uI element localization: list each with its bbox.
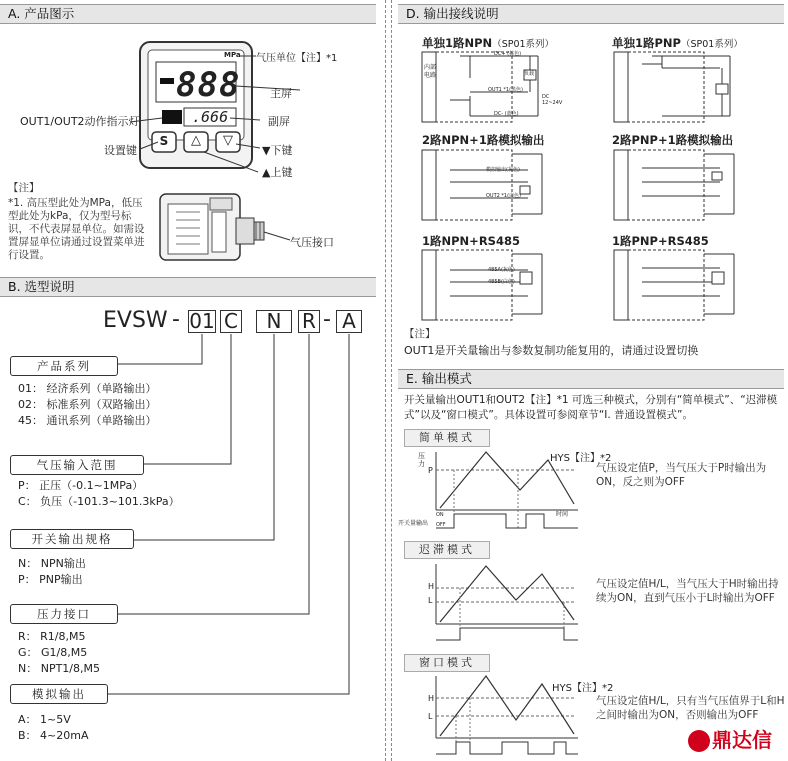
- output-mode-intro: 开关量输出OUT1和OUT2【注】*1 可选三种模式，分别有“简单模式”、“迟滞模式”以及“窗口模式”。具体设置可参阅章节“I. 普通设置模式”。: [404, 394, 778, 421]
- port-item: G： G1/8,M5: [18, 646, 88, 659]
- callout-sub: 副屏: [268, 115, 290, 128]
- mode-hys-title: 迟滞模式: [404, 541, 490, 559]
- series-item: 01： 经济系列（单路输出）: [18, 382, 157, 395]
- level-h: H: [428, 582, 435, 591]
- wiring-485b: 485B(白色): [488, 279, 515, 285]
- callout-unit: 气压单位【注】*1: [256, 53, 338, 64]
- mode-hys-desc: 气压设定值H/L，当气压大于H时输出持续为ON，直到气压小于L时输出为OFF: [596, 578, 779, 604]
- group-output-title: 开关输出规格: [10, 529, 134, 549]
- mode-window-title: 窗口模式: [404, 654, 490, 672]
- mode-window-desc: 气压设定值H/L，只有当气压值界于L和H之间时输出为ON，否则输出为OFF: [596, 695, 785, 721]
- wiring-485a: 485A(灰色): [488, 267, 515, 273]
- wiring-dcplus: DC+ (棕色): [494, 51, 522, 57]
- down-key[interactable]: ▽: [223, 133, 233, 148]
- axis-x-label: 时间: [556, 511, 569, 518]
- model-code-port: R: [298, 310, 320, 333]
- wiring-title-npn: 单独1路NPN（SP01系列）: [422, 36, 555, 50]
- level-l: L: [428, 596, 433, 605]
- callout-led: OUT1/OUT2动作指示灯: [20, 115, 140, 128]
- switch-output-label: 开关量输出: [398, 520, 429, 527]
- wiring-analog: 模拟输出(灰色): [486, 167, 520, 173]
- group-port-title: 压力接口: [10, 604, 118, 624]
- callout-main: 主屏: [270, 87, 292, 100]
- sub-display: .666: [192, 108, 229, 126]
- main-display: 888: [176, 65, 241, 105]
- callout-up-key: ▲上键: [262, 166, 293, 179]
- note-a-text: *1. 高压型此处为MPa，低压型此处为kPa，仅为型号标识，不代表屏显单位。如需设置屏显单位请通过设置菜单进行设置。: [8, 197, 145, 261]
- axis-y-label: 压力: [418, 452, 425, 468]
- analog-item: B： 4~20mA: [18, 729, 89, 742]
- wiring-diagram-2npn: [420, 146, 570, 224]
- wiring-dcminus: DC- (蓝色): [494, 111, 519, 117]
- wiring-diagram-pnp485: [612, 246, 762, 324]
- note-a-heading: 【注】: [8, 182, 40, 194]
- series-item: 02： 标准系列（双路输出）: [18, 398, 157, 411]
- model-code-analog: A: [336, 310, 362, 333]
- wiring-diagram-pnp: [612, 48, 762, 126]
- up-key[interactable]: △: [191, 133, 201, 148]
- callout-down-key: ▼下键: [262, 144, 293, 157]
- wiring-out1: OUT1 *1(黑色): [488, 87, 524, 93]
- wiring-title-pnp: 单独1路PNP（SP01系列）: [612, 36, 743, 50]
- section-e-header: E. 输出模式: [398, 369, 784, 389]
- output-item: P： PNP输出: [18, 573, 83, 586]
- wiring-out2: OUT2 *1(白色): [486, 193, 522, 199]
- wiring-note: OUT1是开关量输出与参数复制功能复用的，请通过设置切换: [404, 344, 699, 357]
- wiring-supply: DC 12~24V: [542, 94, 563, 106]
- wiring-diagram-2pnp: [612, 146, 762, 224]
- series-item: 45： 通讯系列（单路输出）: [18, 414, 157, 427]
- mode-simple-title: 简单模式: [404, 429, 490, 447]
- hys-label: HYS【注】*2: [550, 453, 612, 464]
- column-divider-left: [385, 0, 386, 761]
- wiring-title-2pnp: 2路PNP+1路模拟输出: [612, 133, 734, 147]
- port-item: N： NPT1/8,M5: [18, 662, 100, 675]
- mode-simple-desc: 气压设定值P，当气压大于P时输出为ON，反之则为OFF: [596, 462, 767, 488]
- group-analog-title: 模拟输出: [10, 684, 108, 704]
- wiring-title-npn485: 1路NPN+RS485: [422, 234, 520, 248]
- brand-logo-icon: [688, 730, 710, 752]
- level-p: P: [428, 466, 433, 475]
- off-label: OFF: [436, 522, 446, 528]
- model-code-output: N: [256, 310, 292, 333]
- wiring-note-heading: 【注】: [404, 328, 436, 340]
- hys-label: HYS【注】*2: [552, 683, 614, 694]
- model-code-series: 01: [189, 309, 215, 333]
- model-dash: -: [172, 307, 180, 332]
- section-b-header: B. 选型说明: [0, 277, 376, 297]
- output-item: N： NPN输出: [18, 557, 86, 570]
- level-h: H: [428, 694, 435, 703]
- level-l: L: [428, 712, 433, 721]
- set-key[interactable]: S: [159, 134, 169, 148]
- model-dash-2: -: [323, 307, 331, 332]
- group-series-title: 产品系列: [10, 356, 118, 376]
- wiring-circuit-label: 内部电路: [424, 64, 437, 79]
- wiring-load: 负载: [524, 71, 535, 77]
- unit-label: MPa: [224, 51, 241, 59]
- column-divider-right: [391, 0, 392, 761]
- section-a-header: A. 产品图示: [0, 4, 376, 24]
- range-item: C： 负压（-101.3~101.3kPa）: [18, 495, 180, 508]
- port-item: R： R1/8,M5: [18, 630, 86, 643]
- wiring-title-pnp485: 1路PNP+RS485: [612, 234, 709, 248]
- callout-set-key: 设置键: [104, 144, 137, 157]
- mode-hys-chart: [398, 560, 588, 644]
- analog-item: A： 1~5V: [18, 713, 71, 726]
- brand-name: 鼎达信: [712, 728, 772, 752]
- wiring-diagram-npn485: [420, 246, 570, 324]
- group-range-title: 气压输入范围: [10, 455, 144, 475]
- model-prefix: EVSW: [103, 308, 168, 333]
- range-item: P： 正压（-0.1~1MPa）: [18, 479, 144, 492]
- wiring-title-2npn: 2路NPN+1路模拟输出: [422, 133, 545, 147]
- section-d-header: D. 输出接线说明: [398, 4, 784, 24]
- callout-port: 气压接口: [290, 236, 334, 249]
- model-code-range: C: [220, 310, 242, 333]
- on-label: ON: [436, 512, 444, 518]
